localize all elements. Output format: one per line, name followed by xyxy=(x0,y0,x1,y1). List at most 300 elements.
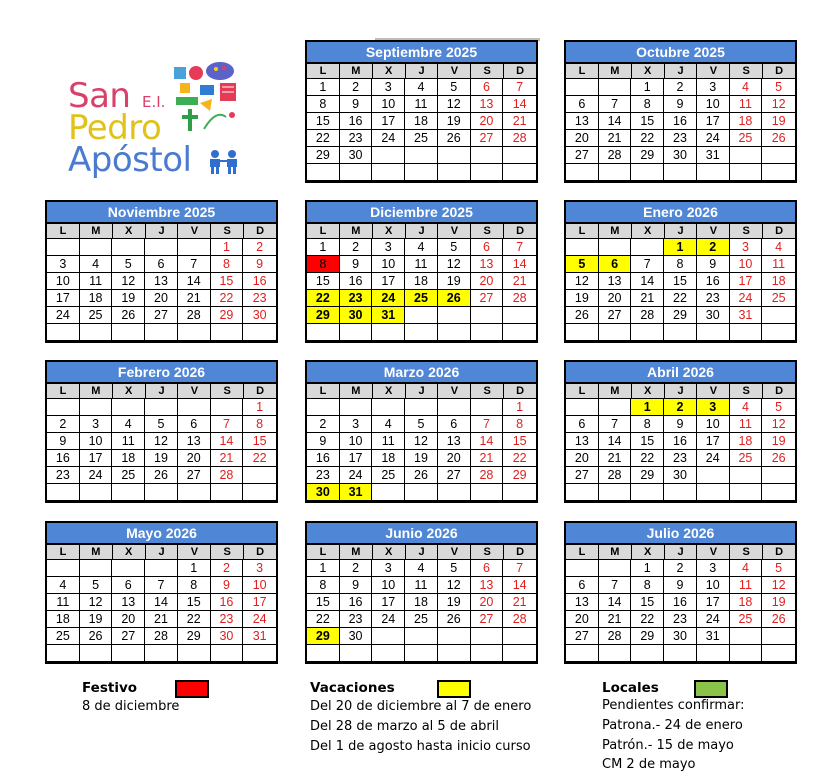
weekday-header: L xyxy=(47,545,80,559)
empty-day-cell xyxy=(438,164,471,181)
weekday-header: S xyxy=(730,64,763,78)
empty-day-cell xyxy=(47,645,80,662)
day-cell: 31 xyxy=(340,484,373,501)
day-cell: 9 xyxy=(697,256,730,273)
empty-day-cell xyxy=(471,645,504,662)
month-calendar-december-2025 xyxy=(305,200,538,343)
day-cell: 1 xyxy=(211,239,244,256)
day-cell: 14 xyxy=(503,256,536,273)
month-title: Octubre 2025 xyxy=(566,42,795,64)
day-cell: 14 xyxy=(503,96,536,113)
day-cell: 11 xyxy=(730,577,763,594)
empty-day-cell xyxy=(697,467,730,484)
weekday-header: S xyxy=(471,224,504,238)
empty-day-cell xyxy=(340,399,373,416)
empty-day-cell xyxy=(697,324,730,341)
day-cell: 10 xyxy=(697,416,730,433)
day-cell: 27 xyxy=(145,307,178,324)
day-cell: 20 xyxy=(566,130,599,147)
empty-day-cell xyxy=(178,399,211,416)
day-cell: 28 xyxy=(599,467,632,484)
day-cell: 14 xyxy=(599,433,632,450)
day-cell: 13 xyxy=(471,96,504,113)
empty-day-cell xyxy=(372,484,405,501)
day-cell: 26 xyxy=(438,611,471,628)
day-cell: 13 xyxy=(566,113,599,130)
empty-day-cell xyxy=(664,484,697,501)
day-cell: 23 xyxy=(340,290,373,307)
day-cell: 1 xyxy=(631,399,664,416)
day-cell: 23 xyxy=(697,290,730,307)
legend-vacaciones xyxy=(310,680,560,760)
empty-day-cell xyxy=(243,484,276,501)
day-cell: 19 xyxy=(438,113,471,130)
empty-day-cell xyxy=(405,164,438,181)
month-calendar-april-2026 xyxy=(564,360,797,503)
day-cell: 6 xyxy=(566,577,599,594)
day-cell: 15 xyxy=(307,113,340,130)
weekday-header: D xyxy=(775,385,784,397)
month-title: Marzo 2026 xyxy=(307,362,536,384)
day-cell: 23 xyxy=(340,611,373,628)
day-cell: 3 xyxy=(243,560,276,577)
day-cell: 12 xyxy=(762,416,795,433)
weekday-header: L xyxy=(566,545,599,559)
day-cell: 16 xyxy=(664,113,697,130)
day-cell: 13 xyxy=(599,273,632,290)
day-cell: 21 xyxy=(599,130,632,147)
day-cell: 15 xyxy=(631,113,664,130)
day-cell: 10 xyxy=(730,256,763,273)
day-cell: 5 xyxy=(112,256,145,273)
day-cell: 13 xyxy=(566,433,599,450)
day-cell: 8 xyxy=(307,577,340,594)
weekday-header: J xyxy=(406,384,439,398)
empty-day-cell xyxy=(438,307,471,324)
empty-day-cell xyxy=(340,324,373,341)
weekday-header: S xyxy=(211,384,244,398)
weekday-header: X xyxy=(373,545,406,559)
day-cell: 21 xyxy=(471,450,504,467)
day-cell: 8 xyxy=(307,96,340,113)
day-cell: 29 xyxy=(307,147,340,164)
day-cell: 20 xyxy=(145,290,178,307)
day-cell: 2 xyxy=(47,416,80,433)
legend-locales-label: Locales xyxy=(602,680,659,696)
day-cell: 16 xyxy=(243,273,276,290)
day-cell: 8 xyxy=(243,416,276,433)
day-cell: 9 xyxy=(664,96,697,113)
day-cell: 19 xyxy=(112,290,145,307)
empty-day-cell xyxy=(340,164,373,181)
day-cell: 29 xyxy=(211,307,244,324)
empty-day-cell xyxy=(631,645,664,662)
day-cell: 27 xyxy=(566,467,599,484)
day-cell: 11 xyxy=(405,256,438,273)
day-cell: 20 xyxy=(178,450,211,467)
day-cell: 23 xyxy=(664,130,697,147)
month-calendar-november-2025 xyxy=(45,200,278,343)
day-cell: 19 xyxy=(80,611,113,628)
day-cell: 6 xyxy=(145,256,178,273)
month-calendar-may-2026 xyxy=(45,521,278,664)
weekday-header-row xyxy=(566,384,795,399)
weekday-header-row xyxy=(47,224,276,239)
weekday-header-row xyxy=(307,384,536,399)
weekday-header: D xyxy=(775,65,784,77)
day-cell: 2 xyxy=(697,239,730,256)
day-cell: 31 xyxy=(730,307,763,324)
weekday-header-row xyxy=(566,64,795,79)
empty-day-cell xyxy=(762,467,795,484)
day-cell: 7 xyxy=(599,96,632,113)
empty-day-cell xyxy=(80,324,113,341)
empty-day-cell xyxy=(80,484,113,501)
day-cell: 4 xyxy=(730,399,763,416)
weekday-header: L xyxy=(307,64,340,78)
empty-day-cell xyxy=(503,147,536,164)
day-grid xyxy=(566,79,795,181)
day-cell: 7 xyxy=(631,256,664,273)
day-cell: 2 xyxy=(340,79,373,96)
day-cell: 11 xyxy=(47,594,80,611)
month-title: Septiembre 2025 xyxy=(307,42,536,64)
empty-day-cell xyxy=(697,645,730,662)
day-cell: 5 xyxy=(405,416,438,433)
day-cell: 18 xyxy=(47,611,80,628)
empty-day-cell xyxy=(664,645,697,662)
weekday-header: V xyxy=(178,224,211,238)
weekday-header: L xyxy=(566,224,599,238)
day-cell: 2 xyxy=(211,560,244,577)
empty-day-cell xyxy=(730,164,763,181)
weekday-header: S xyxy=(471,384,504,398)
weekday-header: X xyxy=(113,545,146,559)
day-grid xyxy=(307,239,536,341)
day-cell: 25 xyxy=(405,290,438,307)
weekday-header: X xyxy=(632,64,665,78)
logo-text-san: San xyxy=(68,76,131,116)
day-grid xyxy=(307,79,536,181)
legend-vacaciones-line-2: Del 28 de marzo al 5 de abril xyxy=(310,719,499,734)
day-cell: 19 xyxy=(438,594,471,611)
day-cell: 7 xyxy=(599,416,632,433)
day-cell: 3 xyxy=(697,79,730,96)
day-cell: 2 xyxy=(664,79,697,96)
day-cell: 3 xyxy=(372,239,405,256)
day-cell: 31 xyxy=(697,628,730,645)
day-cell: 12 xyxy=(145,433,178,450)
day-cell: 28 xyxy=(145,628,178,645)
weekday-header: D xyxy=(256,385,265,397)
empty-day-cell xyxy=(503,484,536,501)
day-cell: 8 xyxy=(631,96,664,113)
empty-day-cell xyxy=(211,399,244,416)
day-cell: 22 xyxy=(211,290,244,307)
day-grid xyxy=(47,239,276,341)
empty-day-cell xyxy=(503,307,536,324)
day-cell: 27 xyxy=(112,628,145,645)
month-calendar-september-2025 xyxy=(305,40,538,183)
empty-day-cell xyxy=(631,324,664,341)
day-cell: 28 xyxy=(503,290,536,307)
day-cell: 31 xyxy=(243,628,276,645)
month-title: Abril 2026 xyxy=(566,362,795,384)
day-cell: 1 xyxy=(307,79,340,96)
day-cell: 3 xyxy=(340,416,373,433)
weekday-header: M xyxy=(599,384,632,398)
weekday-header: J xyxy=(665,384,698,398)
day-cell: 23 xyxy=(307,467,340,484)
weekday-header-row xyxy=(47,384,276,399)
day-cell: 4 xyxy=(762,239,795,256)
day-cell: 27 xyxy=(178,467,211,484)
day-cell: 21 xyxy=(211,450,244,467)
day-cell: 18 xyxy=(405,273,438,290)
day-cell: 6 xyxy=(178,416,211,433)
day-cell: 5 xyxy=(438,79,471,96)
day-cell: 7 xyxy=(503,79,536,96)
empty-day-cell xyxy=(47,560,80,577)
day-cell: 27 xyxy=(438,467,471,484)
day-cell: 17 xyxy=(47,290,80,307)
day-cell: 24 xyxy=(340,467,373,484)
day-cell: 8 xyxy=(211,256,244,273)
day-cell: 17 xyxy=(730,273,763,290)
day-cell: 25 xyxy=(762,290,795,307)
empty-day-cell xyxy=(762,164,795,181)
day-cell: 9 xyxy=(340,96,373,113)
day-cell: 2 xyxy=(307,416,340,433)
day-cell: 6 xyxy=(112,577,145,594)
empty-day-cell xyxy=(47,484,80,501)
day-grid xyxy=(566,560,795,662)
weekday-header: D xyxy=(775,546,784,558)
weekday-header: S xyxy=(211,224,244,238)
day-cell: 17 xyxy=(697,433,730,450)
day-cell: 17 xyxy=(697,113,730,130)
day-cell: 13 xyxy=(178,433,211,450)
legend-vacaciones-line-3: Del 1 de agosto hasta inicio curso xyxy=(310,739,531,754)
empty-day-cell xyxy=(405,324,438,341)
month-calendar-june-2026 xyxy=(305,521,538,664)
day-cell: 22 xyxy=(307,290,340,307)
weekday-header: L xyxy=(307,545,340,559)
weekday-header: D xyxy=(256,225,265,237)
day-cell: 5 xyxy=(438,239,471,256)
day-cell: 30 xyxy=(664,147,697,164)
weekday-header: J xyxy=(665,224,698,238)
empty-day-cell xyxy=(566,164,599,181)
month-title: Junio 2026 xyxy=(307,523,536,545)
weekday-header: X xyxy=(113,384,146,398)
day-cell: 25 xyxy=(405,130,438,147)
day-cell: 17 xyxy=(372,113,405,130)
day-cell: 21 xyxy=(145,611,178,628)
day-cell: 22 xyxy=(631,611,664,628)
day-cell: 16 xyxy=(664,594,697,611)
day-cell: 22 xyxy=(307,130,340,147)
day-cell: 13 xyxy=(112,594,145,611)
weekday-header: L xyxy=(47,384,80,398)
day-cell: 26 xyxy=(112,307,145,324)
weekday-header: V xyxy=(178,384,211,398)
vacaciones-color-swatch xyxy=(437,680,471,698)
day-cell: 29 xyxy=(503,467,536,484)
empty-day-cell xyxy=(762,484,795,501)
day-cell: 25 xyxy=(112,467,145,484)
logo-text-apostol: Apóstol xyxy=(68,140,192,180)
day-cell: 20 xyxy=(566,450,599,467)
day-cell: 30 xyxy=(340,628,373,645)
day-cell: 23 xyxy=(340,130,373,147)
day-cell: 10 xyxy=(47,273,80,290)
day-cell: 13 xyxy=(471,256,504,273)
day-cell: 17 xyxy=(80,450,113,467)
month-calendar-march-2026 xyxy=(305,360,538,503)
empty-day-cell xyxy=(112,645,145,662)
day-cell: 4 xyxy=(405,239,438,256)
day-cell: 12 xyxy=(438,96,471,113)
empty-day-cell xyxy=(243,324,276,341)
day-cell: 24 xyxy=(243,611,276,628)
day-cell: 18 xyxy=(730,113,763,130)
day-cell: 5 xyxy=(80,577,113,594)
day-cell: 21 xyxy=(503,273,536,290)
day-cell: 20 xyxy=(438,450,471,467)
day-cell: 6 xyxy=(599,256,632,273)
day-cell: 4 xyxy=(405,560,438,577)
day-cell: 19 xyxy=(566,290,599,307)
day-cell: 19 xyxy=(762,433,795,450)
empty-day-cell xyxy=(372,628,405,645)
empty-day-cell xyxy=(566,79,599,96)
weekday-header: D xyxy=(256,546,265,558)
empty-day-cell xyxy=(405,484,438,501)
day-cell: 4 xyxy=(730,560,763,577)
day-cell: 14 xyxy=(599,594,632,611)
empty-day-cell xyxy=(566,399,599,416)
day-cell: 5 xyxy=(762,79,795,96)
day-cell: 16 xyxy=(307,450,340,467)
weekday-header: V xyxy=(178,545,211,559)
empty-day-cell xyxy=(405,147,438,164)
day-cell: 2 xyxy=(340,239,373,256)
day-cell: 28 xyxy=(503,130,536,147)
legend-locales-line-3: Patrón.- 15 de mayo xyxy=(602,738,734,753)
empty-day-cell xyxy=(405,307,438,324)
empty-day-cell xyxy=(664,164,697,181)
day-cell: 7 xyxy=(503,239,536,256)
empty-day-cell xyxy=(243,645,276,662)
weekday-header-row xyxy=(566,545,795,560)
empty-day-cell xyxy=(372,324,405,341)
day-cell: 10 xyxy=(697,96,730,113)
day-cell: 10 xyxy=(80,433,113,450)
day-cell: 10 xyxy=(372,96,405,113)
empty-day-cell xyxy=(178,324,211,341)
day-cell: 17 xyxy=(340,450,373,467)
day-cell: 12 xyxy=(438,256,471,273)
day-cell: 27 xyxy=(599,307,632,324)
day-cell: 9 xyxy=(307,433,340,450)
weekday-header: X xyxy=(373,384,406,398)
empty-day-cell xyxy=(471,147,504,164)
day-cell: 25 xyxy=(730,611,763,628)
empty-day-cell xyxy=(471,399,504,416)
empty-day-cell xyxy=(47,324,80,341)
day-cell: 18 xyxy=(405,594,438,611)
weekday-header: M xyxy=(340,64,373,78)
day-cell: 30 xyxy=(664,628,697,645)
empty-day-cell xyxy=(145,324,178,341)
day-cell: 8 xyxy=(178,577,211,594)
day-cell: 1 xyxy=(664,239,697,256)
day-cell: 4 xyxy=(80,256,113,273)
empty-day-cell xyxy=(80,399,113,416)
weekday-header: L xyxy=(307,224,340,238)
empty-day-cell xyxy=(438,628,471,645)
day-cell: 7 xyxy=(599,577,632,594)
day-cell: 11 xyxy=(80,273,113,290)
day-cell: 22 xyxy=(503,450,536,467)
day-cell: 7 xyxy=(211,416,244,433)
day-cell: 28 xyxy=(471,467,504,484)
legend-festivo-line: 8 de diciembre xyxy=(82,699,180,714)
weekday-header: M xyxy=(340,384,373,398)
day-cell: 14 xyxy=(471,433,504,450)
day-cell: 10 xyxy=(372,577,405,594)
day-cell: 9 xyxy=(664,416,697,433)
day-cell: 3 xyxy=(47,256,80,273)
weekday-header: J xyxy=(665,545,698,559)
weekday-header: V xyxy=(438,384,471,398)
day-cell: 25 xyxy=(730,130,763,147)
day-cell: 10 xyxy=(372,256,405,273)
logo-text-pedro: Pedro xyxy=(68,108,162,148)
day-cell: 2 xyxy=(664,399,697,416)
day-cell: 23 xyxy=(211,611,244,628)
day-cell: 25 xyxy=(372,467,405,484)
empty-day-cell xyxy=(566,484,599,501)
day-cell: 15 xyxy=(243,433,276,450)
day-cell: 8 xyxy=(503,416,536,433)
day-cell: 3 xyxy=(697,560,730,577)
day-cell: 3 xyxy=(730,239,763,256)
day-cell: 1 xyxy=(243,399,276,416)
day-cell: 24 xyxy=(80,467,113,484)
empty-day-cell xyxy=(211,645,244,662)
day-cell: 15 xyxy=(664,273,697,290)
weekday-header: M xyxy=(80,545,113,559)
empty-day-cell xyxy=(307,399,340,416)
day-cell: 18 xyxy=(730,594,763,611)
festivo-color-swatch xyxy=(175,680,209,698)
day-cell: 14 xyxy=(211,433,244,450)
day-cell: 24 xyxy=(697,611,730,628)
day-cell: 16 xyxy=(340,273,373,290)
day-cell: 29 xyxy=(631,628,664,645)
weekday-header: D xyxy=(516,65,525,77)
day-cell: 16 xyxy=(697,273,730,290)
weekday-header: V xyxy=(697,224,730,238)
weekday-header: L xyxy=(47,224,80,238)
day-cell: 26 xyxy=(762,611,795,628)
weekday-header: J xyxy=(146,224,179,238)
weekday-header: M xyxy=(80,384,113,398)
day-cell: 1 xyxy=(178,560,211,577)
empty-day-cell xyxy=(112,239,145,256)
